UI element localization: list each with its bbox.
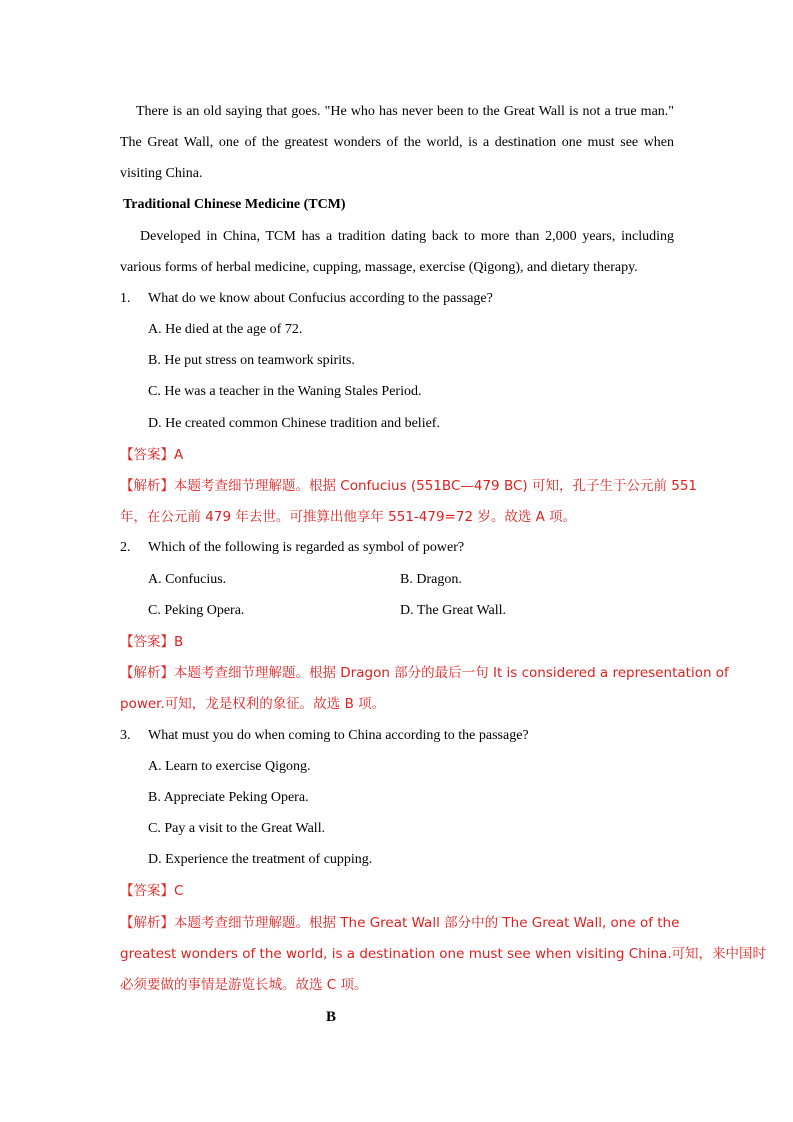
tcm-paragraph-line-2: various forms of herbal medicine, cupping, massage, exercise (Qigong), and dietary therapy. [120, 260, 638, 275]
question-2-option-d: D. The Great Wall. [400, 603, 507, 618]
question-1-option-b: B. He put stress on teamwork spirits. [148, 353, 355, 368]
great-wall-paragraph-line-1: There is an old saying that goes. "He who has never been to the Great Wall is not a true man." [136, 104, 674, 119]
question-3-number: 3. [120, 728, 131, 743]
question-3-analysis-line-1: 【解析】本题考查细节理解题。根据 The Great Wall 部分中的 The Great Wall, one of the [120, 915, 680, 931]
question-3-option-d: D. Experience the treatment of cupping. [148, 852, 373, 867]
question-3-answer: 【答案】C [120, 883, 184, 899]
question-2-options-row-2 [148, 602, 674, 620]
question-1-number: 1. [120, 291, 131, 306]
question-2-analysis-line-1: 【解析】本题考查细节理解题。根据 Dragon 部分的最后一句 It is considered a representation of [120, 665, 729, 681]
question-3-option-b: B. Appreciate Peking Opera. [148, 790, 309, 805]
question-3-option-c: C. Pay a visit to the Great Wall. [148, 821, 326, 836]
question-2-option-c: C. Peking Opera. [148, 603, 245, 618]
question-2-option-b: B. Dragon. [400, 572, 462, 587]
question-1-option-a: A. He died at the age of 72. [148, 322, 303, 337]
question-1-analysis-line-2: 年，在公元前 479 年去世。可推算出他享年 551-479=72 岁。故选 A 项。 [120, 509, 577, 525]
question-3-option-a: A. Learn to exercise Qigong. [148, 759, 311, 774]
question-1-answer: 【答案】A [120, 447, 184, 463]
question-3-analysis-line-2: greatest wonders of the world, is a destination one must see when visiting China.可知，来中国时 [120, 946, 767, 962]
question-2-analysis-line-2: power.可知，龙是权利的象征。故选 B 项。 [120, 696, 386, 712]
question-2-option-a: A. Confucius. [148, 572, 227, 587]
question-2-text: Which of the following is regarded as symbol of power? [148, 540, 465, 555]
question-2-options-row-1 [148, 571, 674, 589]
question-3-text: What must you do when coming to China according to the passage? [148, 728, 529, 743]
question-1-option-c: C. He was a teacher in the Waning Stales Period. [148, 384, 422, 399]
tcm-heading: Traditional Chinese Medicine (TCM) [123, 197, 346, 212]
question-2-number: 2. [120, 540, 131, 555]
question-3-analysis-line-3: 必须要做的事情是游览长城。故选 C 项。 [120, 977, 368, 993]
question-1-option-d: D. He created common Chinese tradition and belief. [148, 416, 440, 431]
question-2-answer: 【答案】B [120, 634, 184, 650]
section-label: B [326, 1009, 337, 1025]
tcm-paragraph-line-1: Developed in China, TCM has a tradition dating back to more than 2,000 years, including [140, 229, 674, 244]
question-1-analysis-line-1: 【解析】本题考查细节理解题。根据 Confucius (551BC—479 BC) 可知，孔子生于公元前 551 [120, 478, 698, 494]
great-wall-paragraph-line-3: visiting China. [120, 166, 203, 181]
great-wall-paragraph-line-2: The Great Wall, one of the greatest wonders of the world, is a destination one must see when [120, 135, 674, 150]
question-1-text: What do we know about Confucius according to the passage? [148, 291, 493, 306]
